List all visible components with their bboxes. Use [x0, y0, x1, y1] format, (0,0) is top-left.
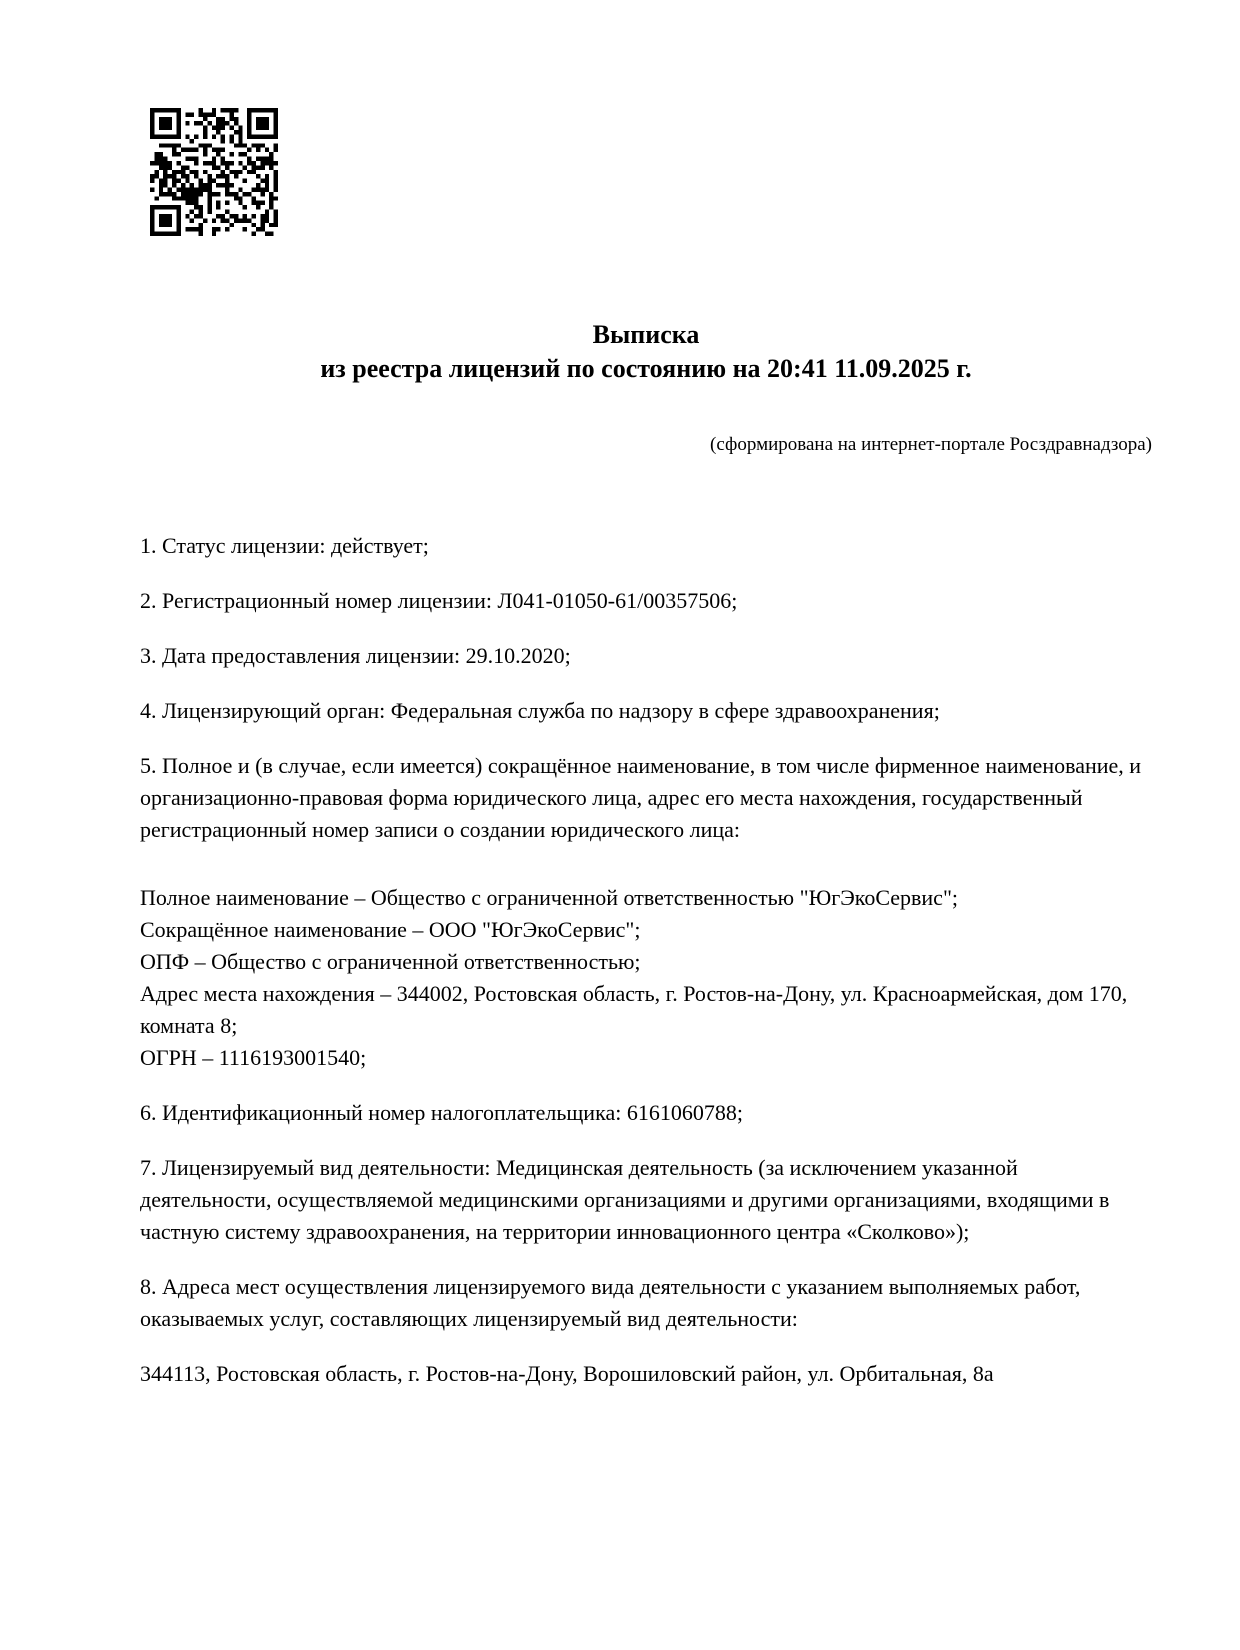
item-legal-entity-intro: 5. Полное и (в случае, если имеется) сокращённое наименование, в том числе фирменное наименование, и организационно-правовая форма юридического лица, адрес его места нахождения, государственный регистрационный номер записи о создании юридического лица: — [140, 753, 1142, 842]
company-details — [140, 882, 1152, 1074]
company-address: Адрес места нахождения – 344002, Ростовская область, г. Ростов-на-Дону, ул. Красноармейская, дом 170, комната 8; — [140, 981, 1128, 1038]
item-registration-number: 2. Регистрационный номер лицензии: Л041-01050-61/00357506; — [140, 588, 738, 613]
document-body — [140, 318, 1152, 1390]
title-line-2: из реестра лицензий по состоянию на 20:41 11.09.2025 г. — [320, 354, 972, 383]
item-licensed-activity: 7. Лицензируемый вид деятельности: Медицинская деятельность (за исключением указанной деятельности, осуществляемой медицинскими организациями и другими организациями, входящими в частную систему здравоохранения, на территории инновационного центра «Сколково»); — [140, 1155, 1110, 1244]
title-line-1: Выписка — [592, 320, 700, 349]
document-title — [140, 318, 1152, 386]
item-activity-addresses-intro: 8. Адреса мест осуществления лицензируемого вида деятельности с указанием выполняемых работ, оказываемых услуг, составляющих лицензируемый вид деятельности: — [140, 1274, 1081, 1331]
qr-code-svg — [150, 108, 278, 236]
company-ogrn: ОГРН – 1116193001540; — [140, 1045, 367, 1070]
company-legal-form: ОПФ – Общество с ограниченной ответственностью; — [140, 949, 641, 974]
item-grant-date: 3. Дата предоставления лицензии: 29.10.2020; — [140, 643, 571, 668]
company-full-name: Полное наименование – Общество с ограниченной ответственностью "ЮгЭкоСервис"; — [140, 885, 959, 910]
document-subtitle: (сформирована на интернет-портале Росздравнадзора) — [710, 434, 1152, 455]
company-short-name: Сокращённое наименование – ООО "ЮгЭкоСервис"; — [140, 917, 641, 942]
item-activity-address: 344113, Ростовская область, г. Ростов-на-Дону, Ворошиловский район, ул. Орбитальная, 8а — [140, 1361, 994, 1386]
item-inn: 6. Идентификационный номер налогоплательщика: 6161060788; — [140, 1100, 743, 1125]
item-licensing-authority: 4. Лицензирующий орган: Федеральная служба по надзору в сфере здравоохранения; — [140, 698, 940, 723]
item-license-status: 1. Статус лицензии: действует; — [140, 533, 429, 558]
qr-code-icon — [150, 108, 278, 236]
numbered-items — [140, 530, 1152, 1390]
